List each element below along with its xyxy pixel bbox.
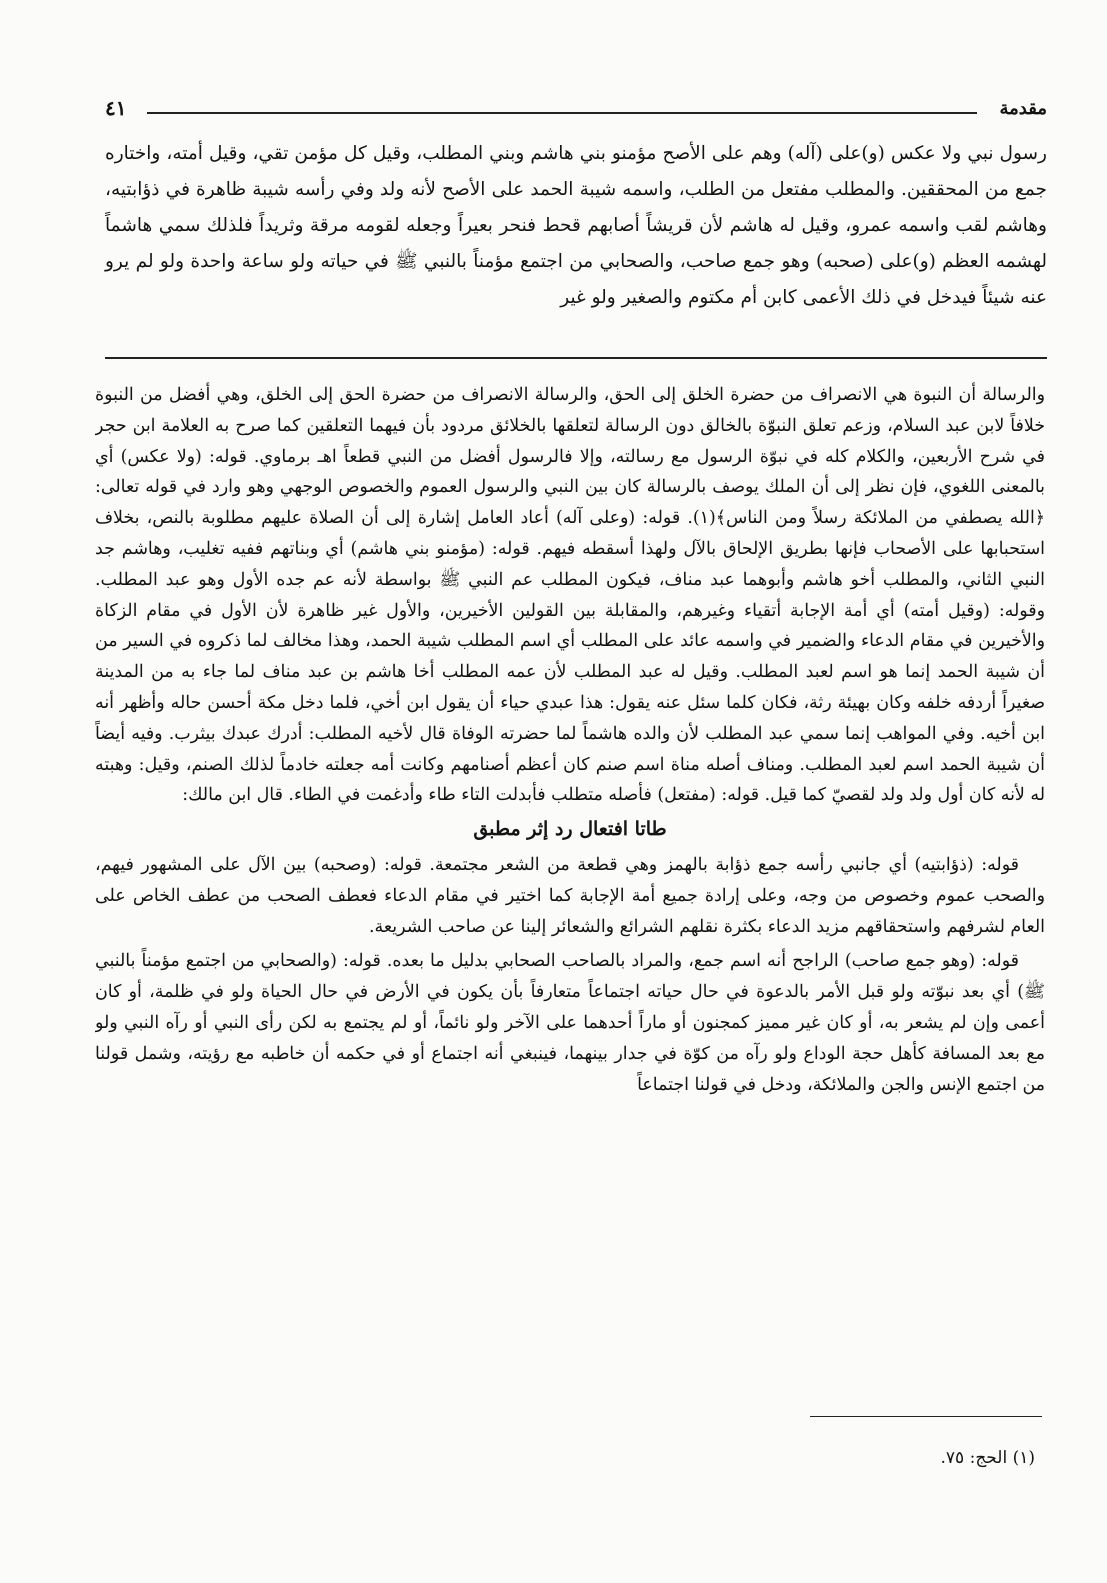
page-number: ٤١ <box>105 96 127 120</box>
commentary-paragraph: والرسالة أن النبوة هي الانصراف من حضرة الخلق إلى الحق، والرسالة الانصراف من حضرة الحق إلى الخلق، وهي أفضل من النبوة خلافاً لابن عبد السلام، وزعم تعلق النبوّة بالخالق دون الرسالة لتعلقها بالخلائق مردود بأن فيهما التعلقين كما صرح به العلامة ابن حجر في شرح الأربعين، والكلام كله في نبوّة الرسول مع رسالته، وإلا فالرسول أفضل من النبي قطعاً اهـ برماوي. قوله: (ولا عكس) أي بالمعنى اللغوي، فإن نظر إلى أن الملك يوصف بالرسالة كان بين النبي والرسول العموم والخصوص الوجهي وهو وارد في قوله تعالى: ﴿الله يصطفي من الملائكة رسلاً ومن الناس﴾(١). قوله: (وعلى آله) أعاد العامل إشارة إلى أن الصلاة عليهم مطلوبة بالنص، بخلاف استحبابها على الأصحاب فإنها بطريق الإلحاق بالآل ولهذا أسقطه فيهم. قوله: (مؤمنو بني هاشم) أي وبناتهم ففيه تغليب، وهاشم جد النبي الثاني، والمطلب أخو هاشم وأبوهما عبد مناف، فيكون المطلب عم النبي ﷺ بواسطة لأنه عم جده الأول وهو عبد المطلب. وقوله: (وقيل أمته) أي أمة الإجابة أتقياء وغيرهم، والمقابلة بين القولين الأخيرين، والأول غير ظاهرة لأن الأول في مقام الزكاة والأخيرين في مقام الدعاء والضمير في واسمه عائد على المطلب أي اسم المطلب شيبة الحمد، وهذا مخالف لما ذكروه في السير من أن شيبة الحمد إنما هو اسم لعبد المطلب. وقيل له عبد المطلب لأن عمه المطلب أخا هاشم بن عبد مناف لما جاء به من المدينة صغيراً أردفه خلفه وكان بهيئة رثة، فكان كلما سئل عنه يقول: هذا عبدي حياء أن يقول ابن أخي، فلما دخل مكة أحسن حاله وأظهر أنه ابن أخيه. وفي المواهب إنما سمي عبد المطلب لأن والده هاشماً لما حضرته الوفاة قال لأخيه المطلب: أدرك عبدك بيثرب. وفيه أيضاً أن شيبة الحمد اسم لعبد المطلب. ومناف أصله مناة اسم صنم كان أعظم أصنامهم وكانت أمه جعلته خادماً لذلك الصنم، وقيل: وهبته له لأنه كان أول ولد ولد لقصيّ كما قيل. قوله: (مفتعل) فأصله متطلب فأبدلت التاء طاء وأدغمت في الطاء. قال ابن مالك: <box>95 385 1045 806</box>
running-header <box>105 96 1047 124</box>
commentary <box>95 380 1045 1410</box>
footnote-rule <box>810 1416 1042 1417</box>
footnote: (١) الحج: ٧٥. <box>940 1448 1035 1468</box>
commentary-paragraph: قوله: (وهو جمع صاحب) الراجح أنه اسم جمع، والمراد بالصاحب الصحابي بدليل ما بعده. قوله: (والصحابي من اجتمع مؤمناً بالنبي ﷺ) أي بعد نبوّته ولو قبل الأمر بالدعوة في حال حياته اجتماعاً متعارفاً بأن يكون في الأرض في حال الحياة ولو في ظلمة، أو كان أعمى وإن لم يشعر به، أو كان غير مميز كمجنون أو ماراً أحدهما على الآخر ولو نائماً، أو لم يجتمع به لكن رأى النبي أو رآه النبي ولو مع بعد المسافة كأهل حجة الوداع ولو رآه من كوّة في جدار بينهما، فينبغي أنه اجتماع أو في حكمه أن خاطبه مع رؤيته، وشمل قولنا من اجتمع الإنس والجن والملائكة، ودخل في قولنا اجتماعاً <box>95 951 1045 1095</box>
poetry-verse: طاتا افتعال رد إثر مطبق <box>473 818 667 841</box>
header-rule <box>147 112 977 114</box>
commentary-paragraph: قوله: (ذؤابتيه) أي جانبي رأسه جمع ذؤابة بالهمز وهي قطعة من الشعر مجتمعة. قوله: (وصحبه) بين الآل على المشهور فيهم، والصحب عموم وخصوص من وجه، وعلى إرادة جميع أمة الإجابة كما اختير في مقام الدعاء فعطف الصحب من عطف الخاص على العام لشرفهم واستحقاقهم مزيد الدعاء بكثرة نقلهم الشرائع والشعائر إلينا عن صاحب الشريعة. <box>95 854 1045 937</box>
main-text: رسول نبي ولا عكس (و)على (آله) وهم على الأصح مؤمنو بني هاشم وبني المطلب، وقيل كل مؤمن تقي، وقيل أمته، واختاره جمع من المحققين. والمطلب مفتعل من الطلب، واسمه شيبة الحمد على الأصح لأنه ولد وفي رأسه شيبة ظاهرة في ذؤابتيه، وهاشم لقب واسمه عمرو، وقيل له هاشم لأن قريشاً أصابهم قحط فنحر بعيراً وجعله لقومه مرقة وثريداً فلذلك سمي هاشماً لهشمه العظم (و)على (صحبه) وهو جمع صاحب، والصحابي من اجتمع مؤمناً بالنبي ﷺ في حياته ولو ساعة واحدة ولو لم يرو عنه شيئاً فيدخل في ذلك الأعمى كابن أم مكتوم والصغير ولو غير <box>105 143 1047 308</box>
section-title: مقدمة <box>999 98 1047 119</box>
text-separator <box>105 357 1047 359</box>
